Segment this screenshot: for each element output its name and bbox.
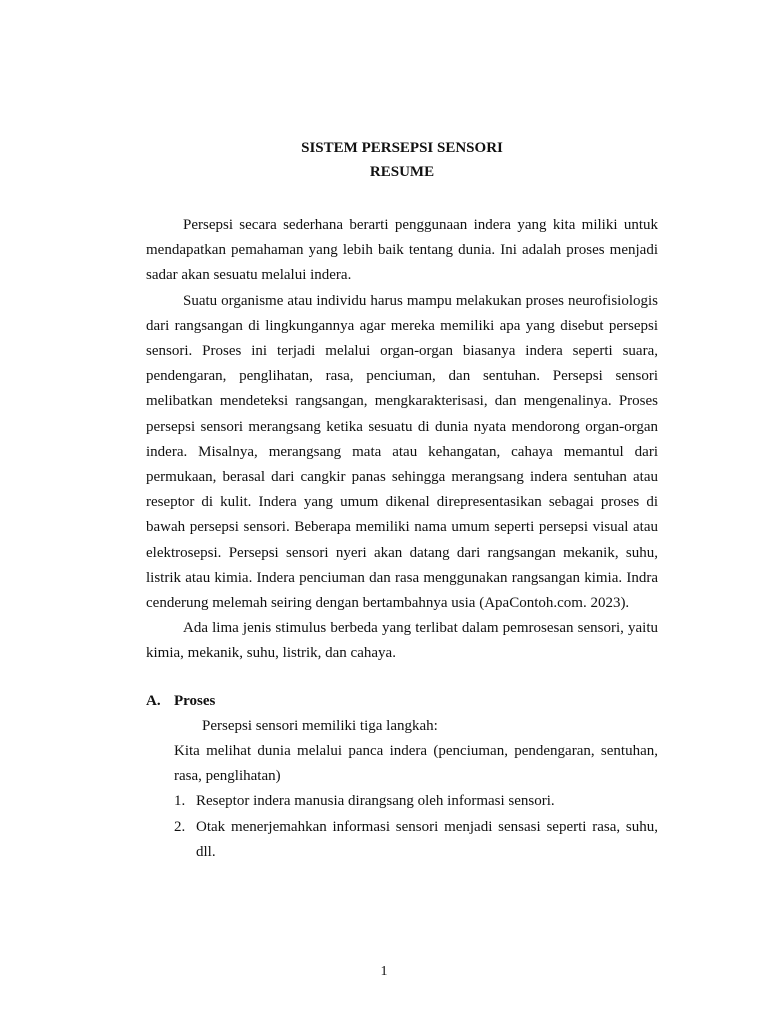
list-item-number: 1. [174, 793, 186, 810]
list-item [174, 815, 658, 865]
paragraph-3: Ada lima jenis stimulus berbeda yang terlibat dalam pemrosesan sensori, yaitu kimia, mekanik, suhu, listrik, dan cahaya. [146, 620, 658, 662]
section-intro: Persepsi sensori memiliki tiga langkah: [202, 717, 438, 734]
title-block [146, 136, 658, 184]
section-heading [146, 689, 658, 714]
document-title: SISTEM PERSEPSI SENSORI [301, 140, 503, 156]
page-number: 1 [380, 964, 388, 979]
page-content [146, 136, 658, 865]
document-subtitle: RESUME [369, 164, 435, 180]
section-lead: Kita melihat dunia melalui panca indera (penciuman, pendengaran, sentuhan, rasa, penglihatan) [174, 743, 658, 785]
steps-list [146, 789, 658, 865]
section-letter: A. [146, 692, 161, 709]
list-item-number: 2. [174, 818, 186, 835]
title-spacer [146, 184, 658, 213]
list-item [174, 789, 658, 814]
paragraph-2: Suatu organisme atau individu harus mampu melakukan proses neurofisiologis dari rangsangan di lingkungannya agar mereka memiliki apa yang disebut persepsi sensori. Proses ini terjadi melalui organ-organ biasanya indera seperti suara, pendengaran, penglihatan, rasa, penciuman, dan sentuhan. Persepsi sensori melibatkan mendeteksi rangsangan, mengkarakterisasi, dan mengenalinya. Proses persepsi sensori merangsang ketika sesuatu di dunia nyata mendorong organ-organ indera. Misalnya, merangsang mata atau kehangatan, cahaya memantul dari permukaan, berasal dari cangkir panas sehingga merangsang indera sentuhan atau reseptor di kulit. Indera yang umum dikenal direpresentasikan sebagai proses di bawah persepsi sensori. Beberapa memiliki nama umum seperti persepsi visual atau elektrosepsi. Persepsi sensori nyeri akan datang dari rangsangan mekanik, suhu, listrik atau kimia. Indera penciuman dan rasa menggunakan rangsangan kimia. Indra cenderung melemah seiring dengan bertambahnya usia (ApaContoh.com. 2023). [146, 292, 658, 612]
list-item-text: Otak menerjemahkan informasi sensori menjadi sensasi seperti rasa, suhu, dll. [196, 818, 658, 860]
paragraph-1: Persepsi secara sederhana berarti penggunaan indera yang kita miliki untuk mendapatkan pemahaman yang lebih baik tentang dunia. Ini adalah proses menjadi sadar akan sesuatu melalui indera. [146, 217, 658, 284]
list-item-text: Reseptor indera manusia dirangsang oleh informasi sensori. [196, 793, 555, 810]
section-title: Proses [174, 692, 216, 709]
